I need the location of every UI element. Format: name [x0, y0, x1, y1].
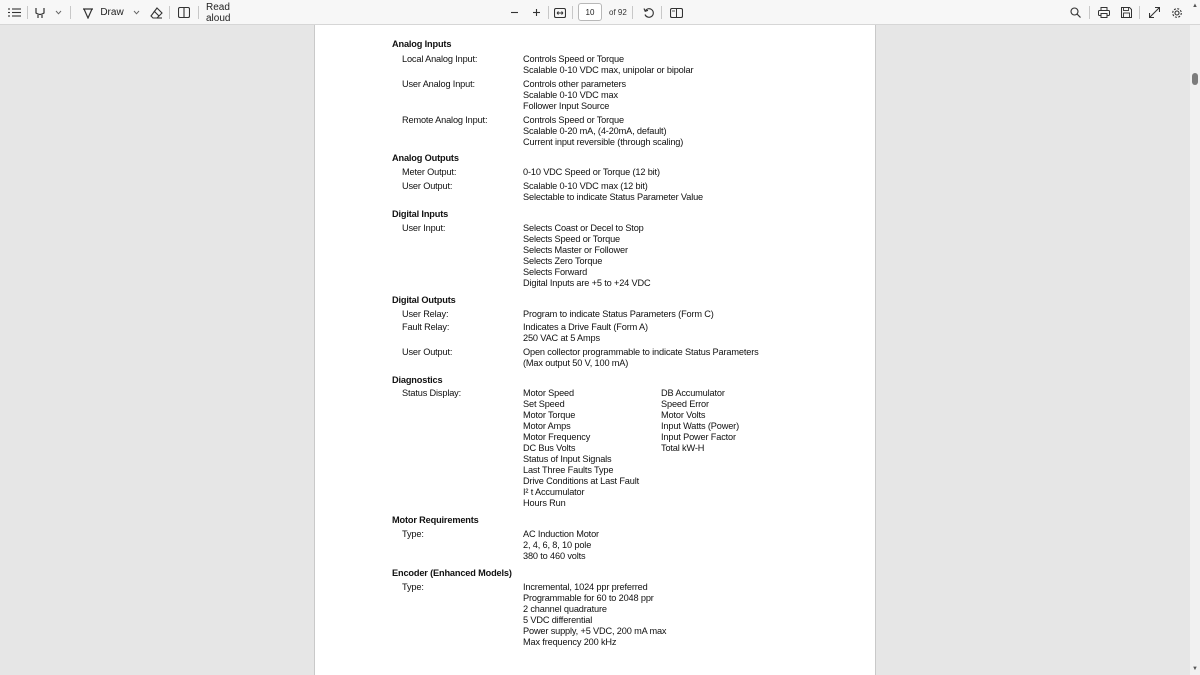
- spec-line: Open collector programmable to indicate Status Parameters: [523, 347, 759, 357]
- toolbar-separator: [198, 6, 199, 19]
- spec-line: DB Accumulator: [661, 388, 725, 398]
- spec-line: Follower Input Source: [523, 101, 610, 111]
- chevron-down-icon[interactable]: [52, 0, 64, 25]
- toolbar-separator: [572, 6, 573, 19]
- spec-line: 0-10 VDC Speed or Torque (12 bit): [523, 167, 660, 177]
- spec-value: [523, 223, 650, 289]
- spec-label: Fault Relay:: [402, 322, 450, 332]
- spec-line: Scalable 0-20 mA, (4-20mA, default): [523, 126, 667, 136]
- spec-line: Speed Error: [661, 399, 709, 409]
- save-icon[interactable]: [1118, 0, 1134, 25]
- spec-line: Scalable 0-10 VDC max: [523, 90, 618, 100]
- spec-line: Programmable for 60 to 2048 ppr: [523, 593, 654, 603]
- toolbar-separator: [632, 6, 633, 19]
- spec-line: Hours Run: [523, 498, 566, 508]
- spec-line: Selects Forward: [523, 267, 588, 277]
- settings-icon[interactable]: [1169, 0, 1185, 25]
- spec-line: Status of Input Signals: [523, 454, 612, 464]
- spec-label: Local Analog Input:: [402, 54, 478, 64]
- spec-line: Selects Master or Follower: [523, 245, 628, 255]
- spec-line: Current input reversible (through scaling): [523, 137, 684, 147]
- spec-label: Type:: [402, 529, 424, 539]
- spec-line: Motor Volts: [661, 410, 706, 420]
- spec-value: [523, 54, 693, 76]
- draw-icon[interactable]: [80, 0, 96, 25]
- toolbar-separator: [661, 6, 662, 19]
- draw-button[interactable]: Draw: [100, 7, 124, 18]
- spec-label: User Output:: [402, 347, 453, 357]
- spec-label: User Relay:: [402, 309, 449, 319]
- spec-label: User Input:: [402, 223, 446, 233]
- scroll-up-arrow-icon[interactable]: ▲: [1192, 3, 1198, 9]
- spec-line: Controls Speed or Torque: [523, 115, 624, 125]
- zoom-out-icon[interactable]: [507, 0, 521, 25]
- rotate-icon[interactable]: [641, 0, 656, 25]
- read-aloud-button[interactable]: Read aloud: [206, 1, 231, 24]
- eraser-icon[interactable]: [148, 0, 164, 25]
- spec-line: Drive Conditions at Last Fault: [523, 476, 640, 486]
- spec-line: Input Power Factor: [661, 432, 736, 442]
- spec-line: Controls Speed or Torque: [523, 54, 624, 64]
- spec-line: Selects Zero Torque: [523, 256, 603, 266]
- spec-line: 2 channel quadrature: [523, 604, 607, 614]
- spec-line: Scalable 0-10 VDC max (12 bit): [523, 181, 648, 191]
- section-heading: Digital Inputs: [392, 209, 449, 219]
- section-heading: Digital Outputs: [392, 295, 456, 305]
- search-icon[interactable]: [1067, 0, 1083, 25]
- spec-label: User Output:: [402, 181, 453, 191]
- page-view-icon[interactable]: [668, 0, 684, 25]
- spec-label: Meter Output:: [402, 167, 457, 177]
- toolbar-separator: [169, 6, 170, 19]
- spec-line: I² t Accumulator: [523, 487, 585, 497]
- spec-line: Selects Coast or Decel to Stop: [523, 223, 644, 233]
- spec-line: Total kW-H: [661, 443, 705, 453]
- spec-line: Motor Amps: [523, 421, 571, 431]
- spec-label: Type:: [402, 582, 424, 592]
- spec-line: Motor Torque: [523, 410, 576, 420]
- spec-line: Digital Inputs are +5 to +24 VDC: [523, 278, 651, 288]
- spec-line: Selectable to indicate Status Parameter Value: [523, 192, 704, 202]
- toolbar-separator: [1139, 6, 1140, 19]
- spec-line: Power supply, +5 VDC, 200 mA max: [523, 626, 667, 636]
- print-icon[interactable]: [1096, 0, 1112, 25]
- spec-value: [523, 115, 683, 148]
- toolbar-separator: [70, 6, 71, 19]
- spec-value: [523, 347, 759, 369]
- pdf-toolbar: [0, 0, 1200, 25]
- page-count: of 92: [609, 8, 627, 17]
- spec-line: 5 VDC differential: [523, 615, 593, 625]
- document-page: [314, 25, 876, 675]
- toolbar-separator: [1089, 6, 1090, 19]
- fullscreen-icon[interactable]: [1146, 0, 1162, 25]
- spec-value: [523, 79, 626, 112]
- spec-line: Input Watts (Power): [661, 421, 739, 431]
- scroll-down-arrow-icon[interactable]: ▼: [1192, 666, 1198, 672]
- spec-line: (Max output 50 V, 100 mA): [523, 358, 629, 368]
- text-icon[interactable]: [176, 0, 192, 25]
- spec-line: 2, 4, 6, 8, 10 pole: [523, 540, 592, 550]
- scrollbar-thumb[interactable]: [1192, 73, 1198, 85]
- spec-line: DC Bus Volts: [523, 443, 576, 453]
- toolbar-separator: [548, 6, 549, 19]
- spec-value: [523, 582, 666, 648]
- spec-line: Scalable 0-10 VDC max, unipolar or bipolar: [523, 65, 694, 75]
- page-number-input[interactable]: 10: [578, 3, 602, 21]
- spec-value: [523, 181, 703, 203]
- zoom-in-icon[interactable]: [529, 0, 543, 25]
- spec-value: [523, 167, 660, 178]
- fit-page-icon[interactable]: [552, 0, 567, 25]
- toolbar-separator: [27, 6, 28, 19]
- spec-line: Motor Frequency: [523, 432, 591, 442]
- spec-line: Controls other parameters: [523, 79, 626, 89]
- highlight-icon[interactable]: [32, 0, 48, 25]
- document-content: [315, 25, 875, 675]
- spec-line: 380 to 460 volts: [523, 551, 586, 561]
- spec-label: Remote Analog Input:: [402, 115, 488, 125]
- spec-value: [523, 388, 639, 509]
- spec-value: [523, 309, 714, 320]
- spec-value: [661, 388, 739, 454]
- spec-label: User Analog Input:: [402, 79, 475, 89]
- spec-line: Incremental, 1024 ppr preferred: [523, 582, 648, 592]
- spec-line: 250 VAC at 5 Amps: [523, 333, 600, 343]
- spec-line: Max frequency 200 kHz: [523, 637, 617, 647]
- section-heading: Motor Requirements: [392, 515, 479, 525]
- chevron-down-icon[interactable]: [130, 0, 142, 25]
- spec-line: AC Induction Motor: [523, 529, 599, 539]
- spec-line: Motor Speed: [523, 388, 574, 398]
- spec-line: Last Three Faults Type: [523, 465, 614, 475]
- section-heading: Diagnostics: [392, 375, 443, 385]
- spec-line: Indicates a Drive Fault (Form A): [523, 322, 648, 332]
- section-heading: Analog Inputs: [392, 39, 452, 49]
- section-heading: Analog Outputs: [392, 153, 459, 163]
- spec-line: Program to indicate Status Parameters (Form C): [523, 309, 714, 319]
- spec-line: Set Speed: [523, 399, 565, 409]
- spec-line: Selects Speed or Torque: [523, 234, 620, 244]
- spec-label: Status Display:: [402, 388, 462, 398]
- spec-value: [523, 322, 648, 344]
- spec-value: [523, 529, 599, 562]
- section-heading: Encoder (Enhanced Models): [392, 568, 512, 578]
- contents-icon[interactable]: [4, 0, 24, 25]
- vertical-scrollbar[interactable]: [1190, 25, 1200, 675]
